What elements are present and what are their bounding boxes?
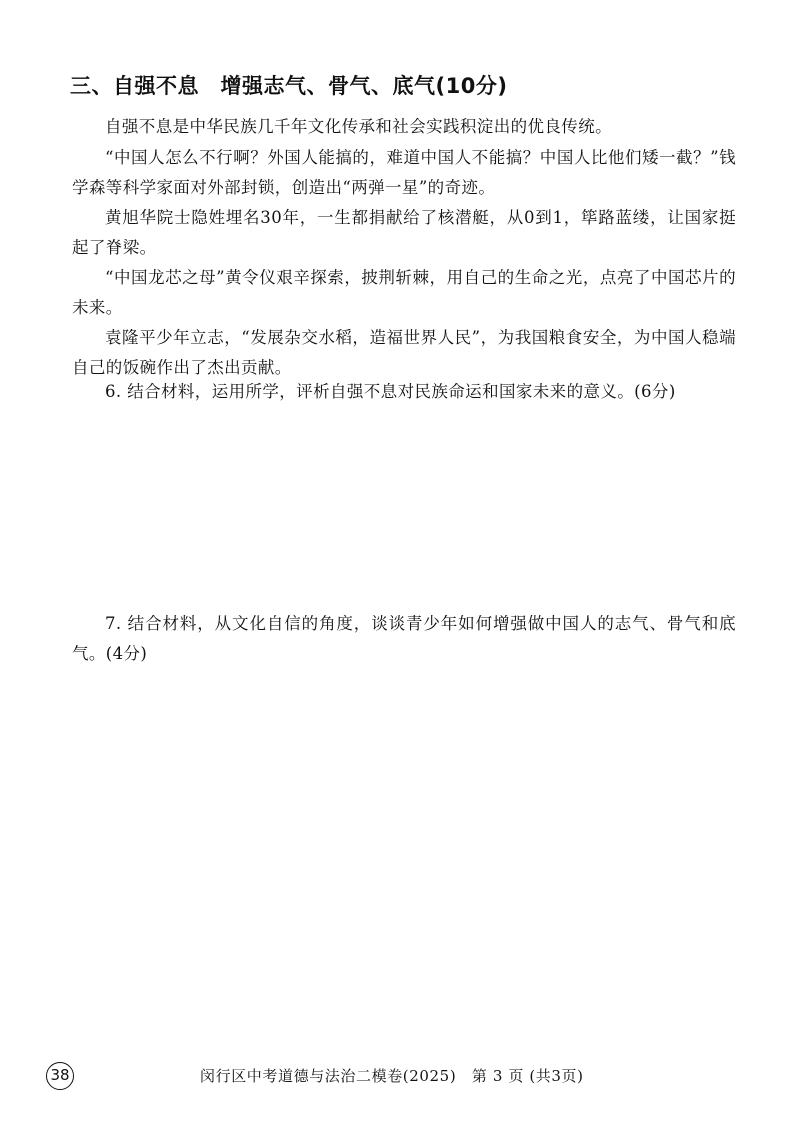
material-paragraph-2: “中国人怎么不行啊？外国人能搞的，难道中国人不能搞？中国人比他们矮一截？”钱学森等科学家面对外部封锁，创造出“两弹一星”的奇迹。 [72,148,736,197]
material-paragraph-5: 袁隆平少年立志，“发展杂交水稻，造福世界人民”，为我国粮食安全，为中国人稳端自己的饭碗作出了杰出贡献。 [72,328,736,377]
material-paragraph-3: 黄旭华院士隐姓埋名30年，一生都捐献给了核潜艇，从0到1，筚路蓝缕，让国家挺起了脊梁。 [72,208,736,257]
material-paragraph-4: “中国龙芯之母”黄令仪艰辛探索，披荆斩棘，用自己的生命之光，点亮了中国芯片的未来。 [72,268,736,317]
page-footer [0,1062,800,1086]
section-heading: 三、自强不息 增强志气、骨气、底气(10分) [70,74,508,98]
question-7: 7. 结合材料，从文化自信的角度，谈谈青少年如何增强做中国人的志气、骨气和底气。(4分) [72,614,736,663]
question-6: 6. 结合材料，运用所学，评析自强不息对民族命运和国家未来的意义。(6分) [105,382,676,401]
material-paragraph-1: 自强不息是中华民族几千年文化传承和社会实践积淀出的优良传统。 [105,117,612,136]
page-number-badge: 38 [46,1062,74,1090]
footer-text: 闵行区中考道德与法治二模卷(2025) 第 3 页 (共3页) [200,1067,584,1085]
